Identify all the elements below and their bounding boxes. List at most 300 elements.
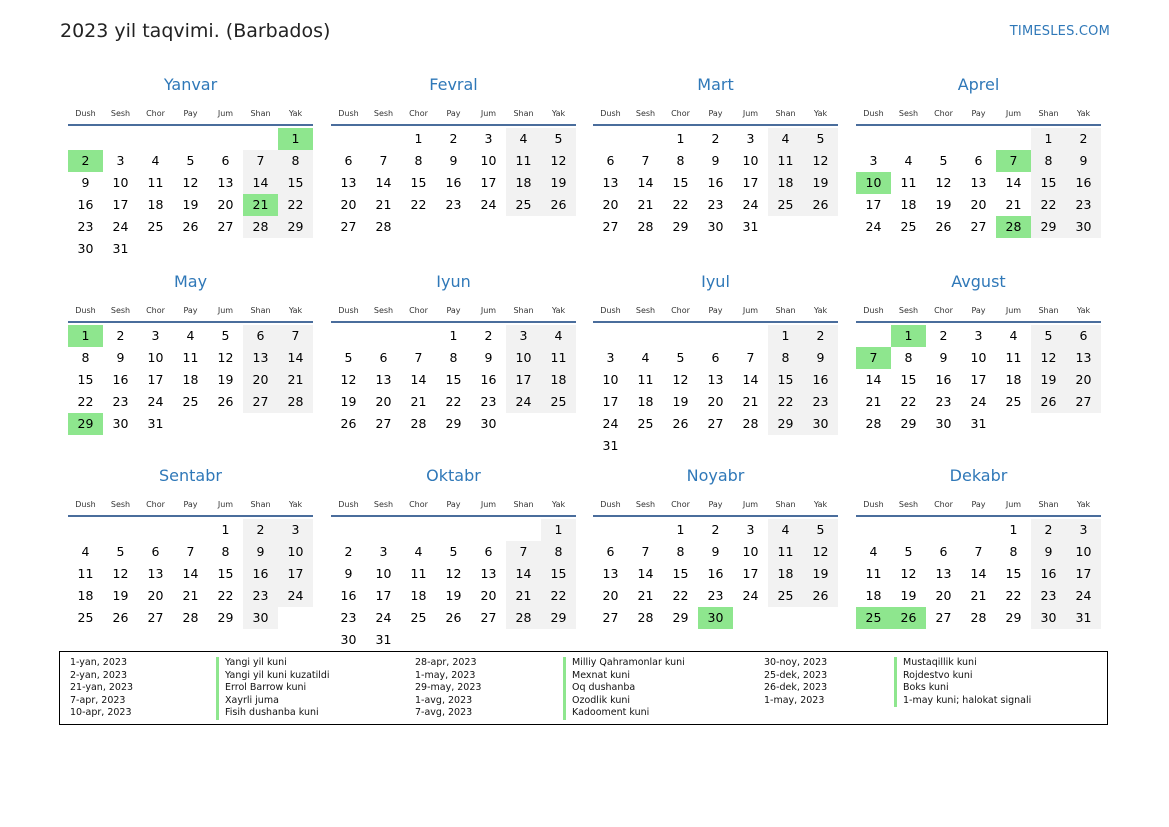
month-name: Fevral xyxy=(429,75,478,94)
day-cell: 24 xyxy=(147,394,164,409)
day-cell: 20 xyxy=(707,394,724,409)
day-cell: 15 xyxy=(672,566,689,581)
month-name: Avgust xyxy=(951,272,1006,291)
day-cell: 22 xyxy=(445,394,462,409)
day-cell: 1 xyxy=(414,131,423,146)
legend-holiday-name: Mustaqillik kuni xyxy=(894,657,1031,670)
weekday-label: Dush xyxy=(338,306,359,315)
day-cell: 25 xyxy=(182,394,199,409)
day-cell: 12 xyxy=(935,175,952,190)
day-cell: 2 xyxy=(243,519,278,541)
day-cell: 18 xyxy=(768,172,803,194)
weekday-label: Yak xyxy=(813,306,828,315)
day-cell: 20 xyxy=(147,588,164,603)
day-cell: 9 xyxy=(939,350,948,365)
day-cell: 3 xyxy=(974,328,983,343)
day-cell: 19 xyxy=(803,172,838,194)
legend-holiday-name: Oq dushanba xyxy=(563,682,685,695)
day-cell: 29 xyxy=(445,416,462,431)
weekday-label: Yak xyxy=(1076,500,1091,509)
day-cell: 29 xyxy=(1031,216,1066,238)
legend-date: 1-may, 2023 xyxy=(415,669,476,681)
day-cell: 26 xyxy=(340,416,357,431)
day-cell: 13 xyxy=(707,372,724,387)
legend-dates-column xyxy=(764,657,827,707)
weekday-header xyxy=(593,499,838,511)
day-cell: 26 xyxy=(803,585,838,607)
day-cell: 31 xyxy=(375,632,392,647)
day-cell: 3 xyxy=(746,522,755,537)
weekday-label: Dush xyxy=(75,500,96,509)
day-cell: 6 xyxy=(606,153,615,168)
day-cell: 26 xyxy=(1031,391,1066,413)
day-cell: 8 xyxy=(768,347,803,369)
holiday-day-cell: 30 xyxy=(698,607,733,629)
header-divider xyxy=(68,321,313,323)
weekday-label: Chor xyxy=(671,306,690,315)
day-cell: 14 xyxy=(410,372,427,387)
day-cell: 18 xyxy=(1005,372,1022,387)
day-cell: 14 xyxy=(278,347,313,369)
day-cell: 14 xyxy=(865,372,882,387)
day-cell: 13 xyxy=(480,566,497,581)
day-cell: 11 xyxy=(410,566,427,581)
weekday-header xyxy=(593,108,838,120)
day-cell: 20 xyxy=(602,588,619,603)
day-cell: 17 xyxy=(742,175,759,190)
weekday-label: Sesh xyxy=(110,109,131,118)
day-cell: 18 xyxy=(541,369,576,391)
day-cell: 11 xyxy=(77,566,94,581)
day-cell: 4 xyxy=(414,544,423,559)
day-cell: 27 xyxy=(602,219,619,234)
day-cell: 3 xyxy=(869,153,878,168)
weekday-header xyxy=(68,305,313,317)
day-cell: 16 xyxy=(112,372,129,387)
day-cell: 30 xyxy=(803,413,838,435)
day-cell: 5 xyxy=(449,544,458,559)
weekday-label: Chor xyxy=(934,500,953,509)
day-cell: 7 xyxy=(379,153,388,168)
day-cell: 2 xyxy=(1031,519,1066,541)
day-cell: 22 xyxy=(768,391,803,413)
day-cell: 30 xyxy=(243,607,278,629)
weekday-label: Jum xyxy=(480,109,497,118)
day-cell: 17 xyxy=(278,563,313,585)
weekday-label: Pay xyxy=(183,306,198,315)
day-cell: 27 xyxy=(217,219,234,234)
day-cell: 27 xyxy=(970,219,987,234)
weekday-label: Chor xyxy=(409,500,428,509)
holiday-day-cell: 1 xyxy=(278,128,313,150)
day-cell: 1 xyxy=(1031,128,1066,150)
day-cell: 28 xyxy=(970,610,987,625)
day-cell: 9 xyxy=(449,153,458,168)
holiday-day-cell: 29 xyxy=(68,413,103,435)
day-cell: 11 xyxy=(768,150,803,172)
day-cell: 18 xyxy=(768,563,803,585)
weekday-header xyxy=(331,305,576,317)
day-cell: 28 xyxy=(637,610,654,625)
day-cell: 19 xyxy=(340,394,357,409)
day-cell: 10 xyxy=(112,175,129,190)
day-cell: 9 xyxy=(1066,150,1101,172)
day-cell: 1 xyxy=(676,522,685,537)
legend-holiday-name: Rojdestvo kuni xyxy=(894,670,1031,683)
weekday-label: Shan xyxy=(775,500,796,509)
day-cell: 22 xyxy=(217,588,234,603)
day-cell: 2 xyxy=(711,131,720,146)
legend-date: 2-yan, 2023 xyxy=(70,669,127,681)
day-cell: 23 xyxy=(445,197,462,212)
month-name: Yanvar xyxy=(163,75,218,94)
day-cell: 18 xyxy=(506,172,541,194)
day-cell: 24 xyxy=(742,588,759,603)
legend-holiday-name: Boks kuni xyxy=(894,682,1031,695)
day-cell: 19 xyxy=(900,588,917,603)
day-cell: 20 xyxy=(602,197,619,212)
legend-holiday-name: Yangi yil kuni xyxy=(216,657,330,670)
weekday-label: Shan xyxy=(513,306,534,315)
month-aprel xyxy=(856,74,1101,259)
holiday-day-cell: 21 xyxy=(243,194,278,216)
day-cell: 18 xyxy=(77,588,94,603)
weekday-label: Pay xyxy=(183,109,198,118)
day-cell: 3 xyxy=(379,544,388,559)
legend-holiday-name: Kadooment kuni xyxy=(563,707,685,720)
site-link[interactable]: TIMESLES.COM xyxy=(1009,24,1110,39)
day-cell: 12 xyxy=(1031,347,1066,369)
day-cell: 5 xyxy=(676,350,685,365)
day-cell: 20 xyxy=(480,588,497,603)
day-cell: 3 xyxy=(278,519,313,541)
day-cell: 22 xyxy=(900,394,917,409)
day-cell: 22 xyxy=(1031,194,1066,216)
day-cell: 7 xyxy=(641,544,650,559)
weekday-label: Sesh xyxy=(898,500,919,509)
holiday-day-cell: 1 xyxy=(891,325,926,347)
day-cell: 17 xyxy=(970,372,987,387)
weekday-label: Yak xyxy=(288,500,303,509)
day-cell: 19 xyxy=(803,563,838,585)
day-cell: 24 xyxy=(970,394,987,409)
day-cell: 25 xyxy=(541,391,576,413)
day-cell: 5 xyxy=(116,544,125,559)
day-cell: 21 xyxy=(865,394,882,409)
day-cell: 24 xyxy=(602,416,619,431)
day-cell: 20 xyxy=(970,197,987,212)
day-cell: 6 xyxy=(221,153,230,168)
day-cell: 16 xyxy=(1066,172,1101,194)
day-cell: 7 xyxy=(974,544,983,559)
day-cell: 24 xyxy=(865,219,882,234)
day-cell: 14 xyxy=(182,566,199,581)
day-cell: 5 xyxy=(904,544,913,559)
day-cell: 30 xyxy=(340,632,357,647)
day-cell: 1 xyxy=(221,522,230,537)
legend-date: 28-apr, 2023 xyxy=(415,657,477,668)
day-cell: 19 xyxy=(182,197,199,212)
day-cell: 3 xyxy=(1066,519,1101,541)
day-cell: 5 xyxy=(803,519,838,541)
day-cell: 25 xyxy=(768,194,803,216)
holiday-day-cell: 25 xyxy=(856,607,891,629)
day-cell: 7 xyxy=(186,544,195,559)
weekday-label: Dush xyxy=(75,109,96,118)
day-cell: 29 xyxy=(217,610,234,625)
day-cell: 31 xyxy=(147,416,164,431)
day-cell: 24 xyxy=(742,197,759,212)
day-cell: 13 xyxy=(602,175,619,190)
day-cell: 19 xyxy=(672,394,689,409)
day-cell: 25 xyxy=(1005,394,1022,409)
day-cell: 3 xyxy=(746,131,755,146)
day-cell: 16 xyxy=(445,175,462,190)
legend-dates-column xyxy=(70,657,133,720)
holiday-day-cell: 7 xyxy=(996,150,1031,172)
day-cell: 27 xyxy=(340,219,357,234)
weekday-label: Pay xyxy=(971,306,986,315)
day-cell: 22 xyxy=(672,588,689,603)
month-iyun xyxy=(331,271,576,456)
holiday-day-cell: 2 xyxy=(68,150,103,172)
header-divider xyxy=(68,124,313,126)
day-cell: 24 xyxy=(506,391,541,413)
day-cell: 19 xyxy=(935,197,952,212)
day-cell: 12 xyxy=(900,566,917,581)
day-cell: 30 xyxy=(77,241,94,256)
day-cell: 12 xyxy=(182,175,199,190)
weekday-label: Jum xyxy=(742,306,759,315)
day-cell: 4 xyxy=(768,128,803,150)
weekday-label: Pay xyxy=(446,109,461,118)
day-cell: 6 xyxy=(151,544,160,559)
day-cell: 8 xyxy=(1031,150,1066,172)
day-cell: 28 xyxy=(506,607,541,629)
weekday-label: Shan xyxy=(513,500,534,509)
day-cell: 19 xyxy=(541,172,576,194)
day-cell: 3 xyxy=(116,153,125,168)
weekday-label: Sesh xyxy=(373,306,394,315)
day-cell: 10 xyxy=(742,153,759,168)
day-cell: 7 xyxy=(746,350,755,365)
day-cell: 25 xyxy=(147,219,164,234)
day-cell: 29 xyxy=(278,216,313,238)
day-cell: 25 xyxy=(900,219,917,234)
day-cell: 17 xyxy=(865,197,882,212)
legend-names-column xyxy=(563,657,685,720)
day-cell: 20 xyxy=(1066,369,1101,391)
day-cell: 30 xyxy=(935,416,952,431)
legend-date: 10-apr, 2023 xyxy=(70,707,132,719)
day-cell: 14 xyxy=(970,566,987,581)
day-cell: 6 xyxy=(606,544,615,559)
day-cell: 30 xyxy=(112,416,129,431)
weekday-label: Dush xyxy=(863,109,884,118)
day-cell: 14 xyxy=(375,175,392,190)
day-cell: 1 xyxy=(449,328,458,343)
weekday-label: Chor xyxy=(146,109,165,118)
day-cell: 23 xyxy=(112,394,129,409)
day-cell: 12 xyxy=(445,566,462,581)
day-cell: 23 xyxy=(1066,194,1101,216)
day-cell: 4 xyxy=(768,519,803,541)
legend-holiday-name: Errol Barrow kuni xyxy=(216,682,330,695)
day-cell: 24 xyxy=(480,197,497,212)
day-cell: 26 xyxy=(217,394,234,409)
day-cell: 6 xyxy=(484,544,493,559)
day-cell: 13 xyxy=(375,372,392,387)
day-cell: 21 xyxy=(637,197,654,212)
month-name: Sentabr xyxy=(159,466,222,485)
day-cell: 15 xyxy=(278,172,313,194)
day-cell: 6 xyxy=(1066,325,1101,347)
day-cell: 15 xyxy=(672,175,689,190)
day-cell: 17 xyxy=(1066,563,1101,585)
weekday-label: Chor xyxy=(409,109,428,118)
day-cell: 11 xyxy=(1005,350,1022,365)
legend-date: 26-dek, 2023 xyxy=(764,682,828,694)
weekday-label: Shan xyxy=(1038,109,1059,118)
weekday-label: Jum xyxy=(480,306,497,315)
day-cell: 8 xyxy=(676,544,685,559)
day-cell: 12 xyxy=(541,150,576,172)
header-divider xyxy=(593,321,838,323)
weekday-label: Pay xyxy=(446,306,461,315)
weekday-label: Chor xyxy=(146,306,165,315)
day-cell: 9 xyxy=(81,175,90,190)
month-oktabr xyxy=(331,465,576,650)
holiday-day-cell: 10 xyxy=(856,172,891,194)
header-divider xyxy=(331,321,576,323)
day-cell: 26 xyxy=(541,194,576,216)
day-cell: 6 xyxy=(711,350,720,365)
day-cell: 24 xyxy=(278,585,313,607)
day-cell: 7 xyxy=(243,150,278,172)
month-name: Dekabr xyxy=(949,466,1008,485)
day-cell: 18 xyxy=(900,197,917,212)
month-dekabr xyxy=(856,465,1101,650)
header-divider xyxy=(856,124,1101,126)
day-cell: 26 xyxy=(182,219,199,234)
weekday-label: Pay xyxy=(708,500,723,509)
day-cell: 15 xyxy=(1005,566,1022,581)
weekday-label: Pay xyxy=(971,109,986,118)
day-cell: 21 xyxy=(637,588,654,603)
day-cell: 17 xyxy=(506,369,541,391)
day-cell: 7 xyxy=(278,325,313,347)
day-cell: 17 xyxy=(480,175,497,190)
day-cell: 5 xyxy=(939,153,948,168)
day-cell: 5 xyxy=(1031,325,1066,347)
weekday-label: Dush xyxy=(863,306,884,315)
legend-holiday-name: Ozodlik kuni xyxy=(563,695,685,708)
header-divider xyxy=(856,321,1101,323)
legend-holiday-name: Fisih dushanba kuni xyxy=(216,707,330,720)
day-cell: 31 xyxy=(1066,607,1101,629)
weekday-label: Shan xyxy=(775,306,796,315)
day-cell: 17 xyxy=(602,394,619,409)
day-cell: 22 xyxy=(541,585,576,607)
legend-holiday-name: 1-may kuni; halokat signali xyxy=(894,695,1031,708)
day-cell: 5 xyxy=(803,128,838,150)
day-cell: 21 xyxy=(410,394,427,409)
day-cell: 23 xyxy=(340,610,357,625)
day-cell: 6 xyxy=(939,544,948,559)
day-cell: 20 xyxy=(935,588,952,603)
day-cell: 22 xyxy=(278,194,313,216)
legend-date: 30-noy, 2023 xyxy=(764,657,828,668)
day-cell: 11 xyxy=(147,175,164,190)
day-cell: 15 xyxy=(410,175,427,190)
day-cell: 26 xyxy=(112,610,129,625)
weekday-label: Dush xyxy=(600,306,621,315)
weekday-label: Jum xyxy=(480,500,497,509)
day-cell: 20 xyxy=(217,197,234,212)
holiday-legend xyxy=(59,651,1108,725)
day-cell: 18 xyxy=(147,197,164,212)
weekday-label: Dush xyxy=(600,500,621,509)
weekday-label: Yak xyxy=(551,306,566,315)
day-cell: 17 xyxy=(147,372,164,387)
day-cell: 15 xyxy=(900,372,917,387)
day-cell: 7 xyxy=(641,153,650,168)
day-cell: 30 xyxy=(1031,607,1066,629)
day-cell: 10 xyxy=(375,566,392,581)
day-cell: 28 xyxy=(278,391,313,413)
day-cell: 25 xyxy=(768,585,803,607)
day-cell: 16 xyxy=(243,563,278,585)
day-cell: 27 xyxy=(707,416,724,431)
day-cell: 3 xyxy=(484,131,493,146)
weekday-label: Chor xyxy=(934,109,953,118)
legend-date: 25-dek, 2023 xyxy=(764,669,828,681)
day-cell: 31 xyxy=(112,241,129,256)
day-cell: 9 xyxy=(803,347,838,369)
day-cell: 14 xyxy=(742,372,759,387)
day-cell: 15 xyxy=(768,369,803,391)
month-name: Iyul xyxy=(701,272,730,291)
day-cell: 28 xyxy=(410,416,427,431)
day-cell: 2 xyxy=(711,522,720,537)
month-name: Noyabr xyxy=(686,466,745,485)
day-cell: 8 xyxy=(541,541,576,563)
day-cell: 12 xyxy=(340,372,357,387)
day-cell: 22 xyxy=(410,197,427,212)
day-cell: 5 xyxy=(221,328,230,343)
day-cell: 28 xyxy=(742,416,759,431)
day-cell: 12 xyxy=(803,150,838,172)
weekday-label: Dush xyxy=(338,500,359,509)
day-cell: 26 xyxy=(803,194,838,216)
weekday-label: Chor xyxy=(671,500,690,509)
day-cell: 11 xyxy=(900,175,917,190)
day-cell: 20 xyxy=(375,394,392,409)
weekday-header xyxy=(856,499,1101,511)
weekday-label: Jum xyxy=(217,109,234,118)
day-cell: 8 xyxy=(221,544,230,559)
day-cell: 1 xyxy=(768,325,803,347)
day-cell: 3 xyxy=(506,325,541,347)
day-cell: 9 xyxy=(484,350,493,365)
day-cell: 14 xyxy=(637,566,654,581)
day-cell: 23 xyxy=(803,391,838,413)
day-cell: 2 xyxy=(803,325,838,347)
weekday-label: Dush xyxy=(600,109,621,118)
day-cell: 16 xyxy=(77,197,94,212)
day-cell: 9 xyxy=(711,153,720,168)
day-cell: 28 xyxy=(865,416,882,431)
